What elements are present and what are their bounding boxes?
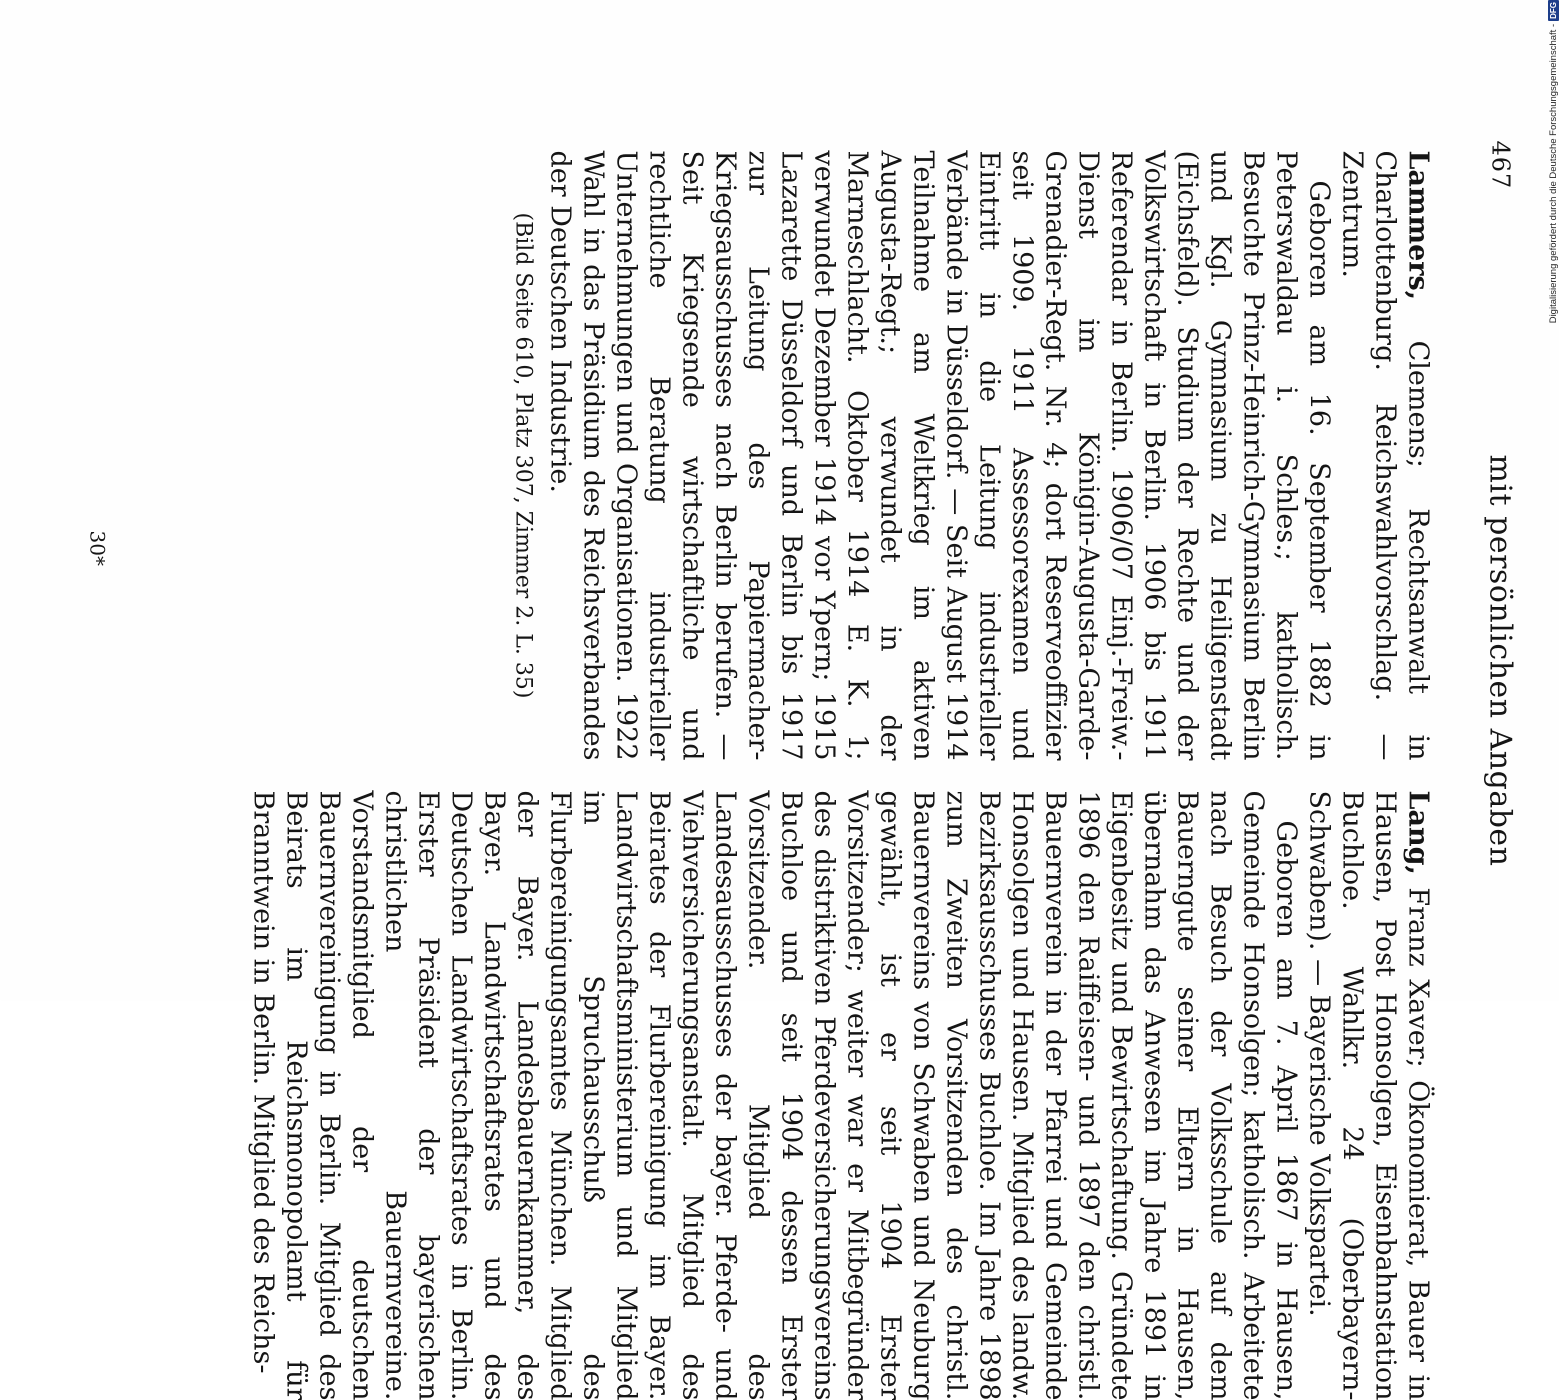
entry-lang <box>246 790 1434 1400</box>
dfg-logo: DFG <box>1549 2 1558 19</box>
entry-heading-text: Franz Xaver; Ökonomierat, Bauer in Hausen, Post Honsolgen, Eisenbahnstation Buchloe. Wahlkr. 24 (Oberbayern-Schwaben). — Bayerische Volkspartei. <box>1303 790 1433 1400</box>
entry-heading <box>1335 150 1434 760</box>
digitization-credit <box>1548 0 1559 990</box>
entry-biography: Geboren am 16. September 1882 in Peterswaldau i. Schles.; katholisch. Besuchte Prinz-Heinrich-Gymnasium Berlin und Kgl. Gymnasium zu Heiligenstadt (Eichsfeld). Studium der Rechte und der Volkswirtschaft in Berlin. 1906 bis 1911 Referendar in Berlin. 1906/07 Einj.-Freiw.-Dienst im Königin-Augusta-Garde-Grenadier-Regt. Nr. 4; dort Reserveoffizier seit 1909. 1911 Assessorexamen und Eintritt in die Leitung industrieller Verbände in Düsseldorf. — Seit August 1914 Teilnahme am Weltkrieg im aktiven Augusta-Regt.; verwundet in der Marneschlacht. Oktober 1914 E. K. 1; verwundet Dezember 1914 vor Ypern; 1915 Lazarette Düsseldorf und Berlin bis 1917 zur Leitung des Papiermacher-Kriegsausschusses nach Berlin berufen. — Seit Kriegsende wirtschaftliche und rechtliche Beratung industrieller Unternehmungen und Organisationen. 1922 Wahl in das Präsidium des Reichsverbandes der Deutschen Industrie. <box>544 150 1334 760</box>
entry-lammers <box>506 150 1434 760</box>
credit-text: Digitalisierung gefördert durch die Deutsche Forschungsgemeinschaft - <box>1548 23 1559 324</box>
entry-biography: Geboren am 7. April 1867 in Hausen, Gemeinde Honsolgen; katholisch. Arbeitete nach Besuch der Volksschule auf dem Bauerngute seiner Eltern in Hausen, übernahm das Anwesen im Jahre 1891 in Eigenbesitz und Bewirtschaftung. Gründete 1896 den Raiffeisen- und 1897 den christl. Bauernverein in der Pfarrei und Gemeinde Honsolgen und Hausen. Mitglied des landw. Bezirksausschusses Buchloe. Im Jahre 1898 zum Zweiten Vorsitzenden des christl. Bauernvereins von Schwaben und Neuburg gewählt, ist er seit 1904 Erster Vorsitzender; weiter war er Mitbegründer des distriktiven Pferdeversicherungsvereins Buchloe und seit 1904 dessen Erster Vorsitzender. Mitglied des Landesausschusses der bayer. Pferde- und Viehversicherungsanstalt. Mitglied des Beirates der Flurbereinigung im Bayer. Landwirtschaftsministerium und Mitglied im Spruchausschuß des Flurbereinigungsamtes München. Mitglied der Bayer. Landesbauernkammer, des Bayer. Landwirtschaftsrates und des Deutschen Landwirtschaftsrates in Berlin. Erster Präsident der bayerischen christlichen Bauernvereine. Vorstandsmitglied der deutschen Bauernvereinigung in Berlin. Mitglied des Beirats im Reichsmonopolamt für Branntwein in Berlin. Mitglied des Reichs- <box>247 790 1301 1400</box>
page-number: 467 <box>1486 140 1514 189</box>
signature-mark: 30* <box>85 530 109 566</box>
entry-seat-note: (Bild Seite 610, Platz 307, Zimmer 2. L. 35) <box>510 212 535 698</box>
entry-name: Lang, <box>1402 790 1433 875</box>
entry-heading-text: Clemens; Rechtsanwalt in Charlottenburg. Reichswahlvorschlag. — Zentrum. <box>1336 150 1433 760</box>
running-header: mit persönlichen Angaben <box>1482 454 1517 866</box>
entry-heading <box>1302 790 1434 1400</box>
entry-name: Lammers, <box>1402 150 1433 300</box>
